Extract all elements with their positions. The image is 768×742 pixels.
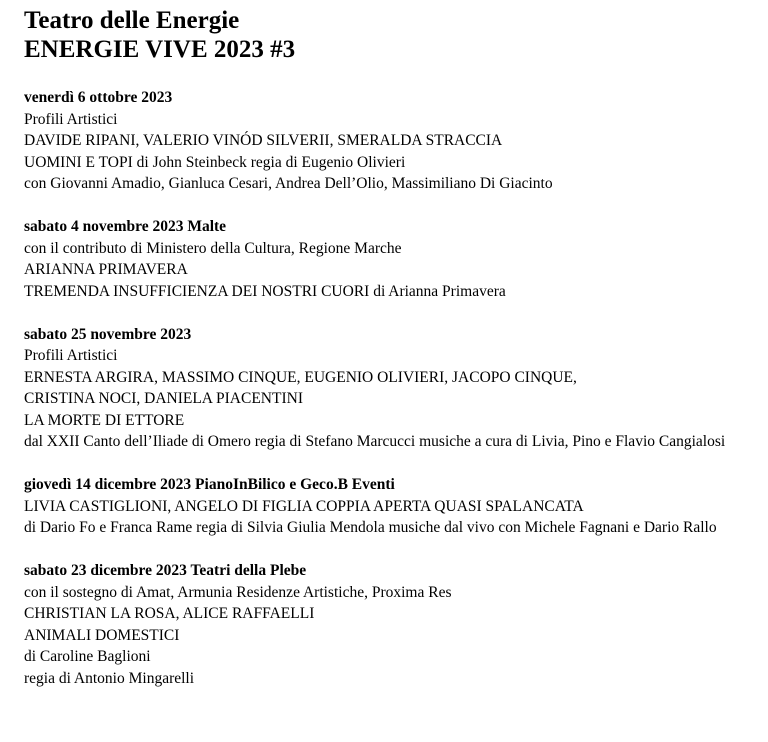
document-page (24, 6, 744, 711)
event-line: ANIMALI DOMESTICI (24, 626, 180, 644)
event-entry (24, 87, 744, 195)
event-line: Profili Artistici (24, 110, 118, 128)
event-date: sabato 4 novembre 2023 Malte (24, 218, 227, 235)
event-line: con il sostegno di Amat, Armunia Residenze Artistiche, Proxima Res (24, 583, 452, 601)
event-entry (24, 560, 744, 689)
event-line: di Caroline Baglioni (24, 648, 151, 665)
event-line: TREMENDA INSUFFICIENZA DEI NOSTRI CUORI di Arianna Primavera (24, 282, 506, 300)
season-title: ENERGIE VIVE 2023 #3 (24, 36, 296, 63)
event-line: ARIANNA PRIMAVERA (24, 261, 188, 278)
event-list (24, 87, 744, 689)
event-entry (24, 324, 744, 453)
event-line: dal XXII Canto dell’Iliade di Omero regia di Stefano Marcucci musiche a cura di Livia, Pino e Flavio Cangialosi (24, 433, 726, 450)
event-line: DAVIDE RIPANI, VALERIO VINÓD SILVERII, SMERALDA STRACCIA (24, 132, 503, 149)
event-line: LA MORTE DI ETTORE (24, 411, 185, 429)
event-date: sabato 23 dicembre 2023 Teatri della Plebe (24, 562, 307, 579)
event-line: regia di Antonio Mingarelli (24, 669, 195, 687)
event-entry (24, 216, 744, 302)
event-line: UOMINI E TOPI di John Steinbeck regia di Eugenio Olivieri (24, 153, 406, 171)
event-line: ERNESTA ARGIRA, MASSIMO CINQUE, EUGENIO OLIVIERI, JACOPO CINQUE, (24, 368, 577, 386)
event-line: di Dario Fo e Franca Rame regia di Silvia Giulia Mendola musiche dal vivo con Michele Fagnani e Dario Rallo (24, 519, 717, 536)
event-line: CHRISTIAN LA ROSA, ALICE RAFFAELLI (24, 605, 315, 622)
event-date: sabato 25 novembre 2023 (24, 325, 192, 343)
venue-title: Teatro delle Energie (24, 7, 240, 34)
event-line: con il contributo di Ministero della Cultura, Regione Marche (24, 239, 402, 257)
event-line: con Giovanni Amadio, Gianluca Cesari, Andrea Dell’Olio, Massimiliano Di Giacinto (24, 175, 553, 192)
event-line: Profili Artistici (24, 347, 118, 364)
event-date: giovedì 14 dicembre 2023 PianoInBilico e Geco.B Eventi (24, 476, 395, 493)
event-entry (24, 474, 744, 539)
event-line: CRISTINA NOCI, DANIELA PIACENTINI (24, 390, 303, 407)
event-line: LIVIA CASTIGLIONI, ANGELO DI FIGLIA COPPIA APERTA QUASI SPALANCATA (24, 497, 584, 515)
event-date: venerdì 6 ottobre 2023 (24, 89, 173, 106)
